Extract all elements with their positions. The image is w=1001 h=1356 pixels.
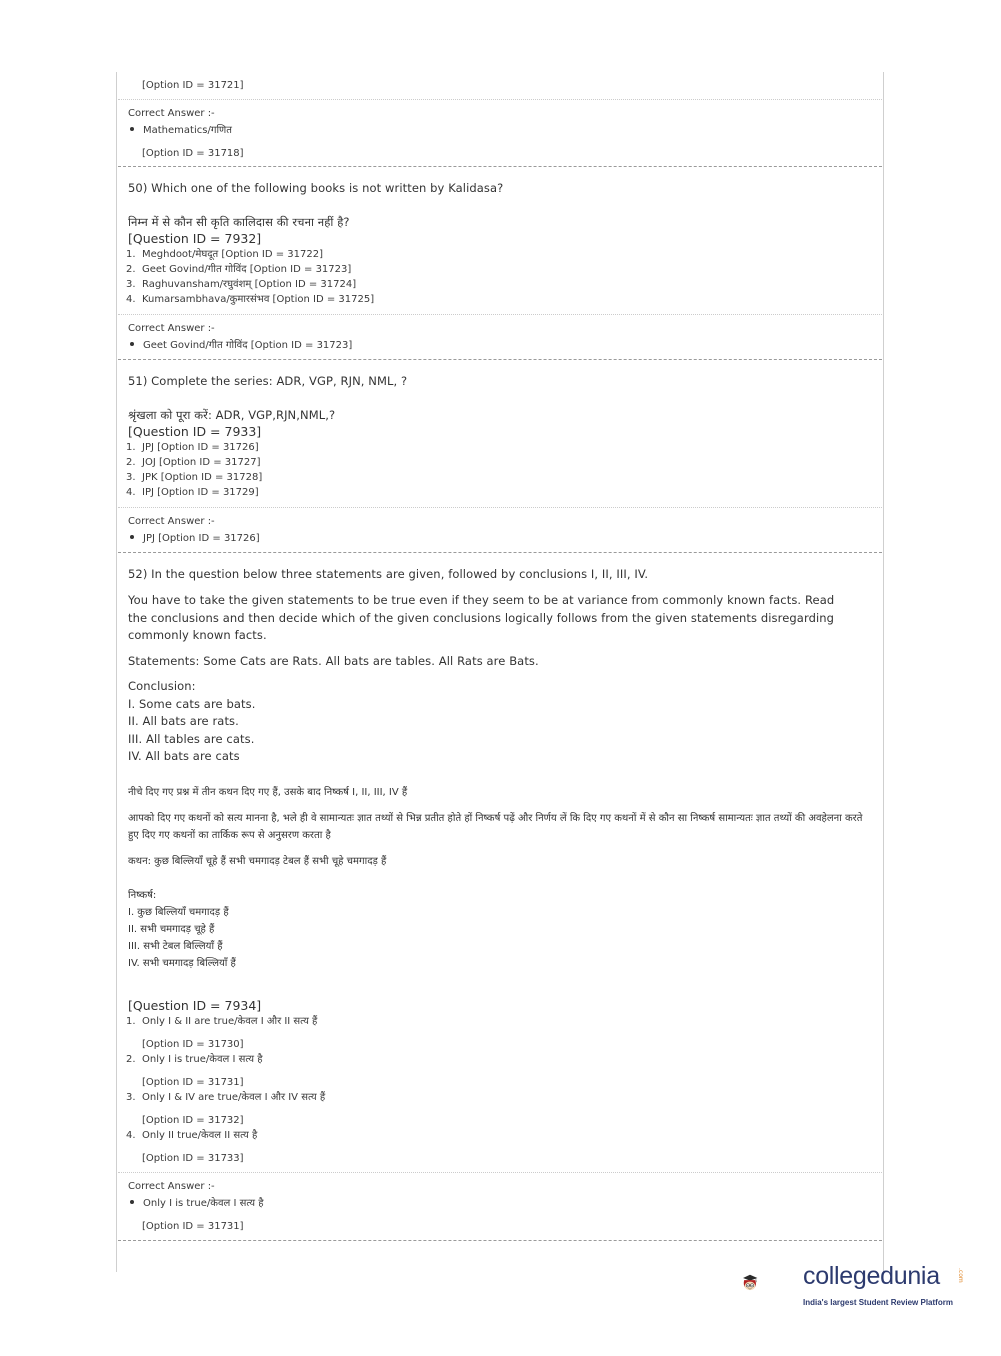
hindi-instructions: आपको दिए गए कथनों को सत्य मानना है, भले ही वे सामान्यतः ज्ञात तथ्यों से भिन्न प्रतीत होते हों निष्कर्ष पढ़ें और निर्णय लें कि दिए गए कथनों में से कौन सा निष्कर्ष सामान्यतः ज्ञात तथ्यों की अवहेलना करते हुए दिए गए कथनों का तार्किक रूप से अनुसरण करता है [128, 812, 863, 841]
question-hindi: श्रृंखला को पूरा करें: ADR, VGP,RJN,NML,? [128, 408, 336, 422]
conclusion-item: I. Some cats are bats. [128, 696, 256, 711]
hindi-conclusion-item: IV. सभी चमगादड़ बिल्लियाँ हैं [128, 957, 236, 969]
option-item: 3. Raghuvansham/रघुवंशम् [Option ID = 31724] [126, 279, 357, 290]
correct-answer: JPJ [Option ID = 31726] [118, 531, 882, 546]
question-hindi: निम्न में से कौन सी कृति कालिदास की रचना नहीं है? [128, 215, 350, 229]
question-statements: Statements: Some Cats are Rats. All bats are tables. All Rats are Bats. [128, 653, 539, 668]
question-title: 50) Which one of the following books is not written by Kalidasa? [128, 181, 504, 195]
question-id: [Question ID = 7934] [128, 997, 262, 1013]
question-paper [118, 72, 882, 1241]
correct-option-id: [Option ID = 31731] [142, 1220, 244, 1232]
question-instructions: You have to take the given statements to be true even if they seem to be at variance from commonly known facts. Read the conclusions and then decide which of the given conclusions logically follows from the given statements disregarding commonly known facts. [128, 593, 835, 642]
collegedunia-mascot-icon [742, 1250, 802, 1316]
conclusion-item: III. All tables are cats. [128, 731, 255, 746]
hindi-statements: कथन: कुछ बिल्लियाँ चूहे हैं सभी चमगादड़ टेबल हैं सभी चूहे चमगादड़ हैं [128, 855, 387, 867]
bullet-icon [130, 535, 134, 539]
bullet-icon [130, 127, 134, 131]
option-item: 1. Only I & II are true/केवल I और II सत्य हैं [126, 1015, 318, 1027]
option-item: 2. JOJ [Option ID = 31727] [126, 457, 261, 468]
bullet-icon [130, 342, 134, 346]
option-item: 2. Only I is true/केवल I सत्य है [126, 1053, 263, 1065]
conclusion-item: IV. All bats are cats [128, 749, 240, 763]
correct-answer-label: Correct Answer :- [128, 108, 215, 119]
logo-wordmark: collegedunia [803, 1262, 940, 1290]
option-id: [Option ID = 31733] [142, 1152, 244, 1164]
hindi-conclusion-item: II. सभी चमगादड़ चूहे हैं [128, 923, 215, 935]
correct-answer: Mathematics/गणित [118, 123, 882, 138]
option-item: 4. Kumarsambhava/कुमारसंभव [Option ID = 31725] [126, 294, 375, 305]
option-id: [Option ID = 31731] [142, 1076, 244, 1088]
conclusion-item: II. All bats are rats. [128, 714, 239, 728]
correct-option-id: [Option ID = 31718] [142, 148, 244, 159]
hindi-conclusion-item: I. कुछ बिल्लियाँ चमगादड़ हैं [128, 906, 229, 918]
option-item: 1. Meghdoot/मेघदूत [Option ID = 31722] [126, 249, 323, 260]
logo-tagline: India's largest Student Review Platform [803, 1298, 953, 1307]
conclusion-label: Conclusion: [128, 679, 196, 693]
options-list [118, 1014, 882, 1166]
question-divider [118, 1240, 882, 1241]
option-item: 3. Only I & IV are true/केवल I और IV सत्य हैं [126, 1091, 326, 1103]
question-id: [Question ID = 7932] [128, 231, 262, 246]
question-title: 51) Complete the series: ADR, VGP, RJN, NML, ? [128, 374, 408, 388]
option-item: 2. Geet Govind/गीत गोविंद [Option ID = 31723] [126, 264, 352, 275]
correct-answer-label: Correct Answer :- [128, 1180, 215, 1192]
option-id: [Option ID = 31730] [142, 1038, 244, 1050]
correct-answer: Only I is true/केवल I सत्य है [118, 1196, 882, 1211]
option-item: 3. JPK [Option ID = 31728] [126, 472, 263, 483]
option-id: [Option ID = 31732] [142, 1114, 244, 1126]
option-item: 4. IPJ [Option ID = 31729] [126, 487, 259, 498]
hindi-conclusion-item: III. सभी टेबल बिल्लियाँ हैं [128, 940, 223, 952]
question-title: 52) In the question below three statements are given, followed by conclusions I, II, III, IV. [128, 567, 649, 581]
correct-answer-label: Correct Answer :- [128, 516, 215, 527]
hindi-intro: नीचे दिए गए प्रश्न में तीन कथन दिए गए हैं, उसके बाद निष्कर्ष I, II, III, IV हैं [128, 786, 408, 798]
bullet-icon [130, 1200, 134, 1204]
correct-answer: Geet Govind/गीत गोविंद [Option ID = 31723] [118, 338, 882, 353]
correct-answer-label: Correct Answer :- [128, 323, 215, 334]
hindi-conclusion-label: निष्कर्ष: [128, 889, 157, 901]
question-id: [Question ID = 7933] [128, 424, 262, 439]
logo-suffix: .com [957, 1268, 964, 1283]
options-list [118, 247, 882, 307]
options-list [118, 440, 882, 500]
option-id: [Option ID = 31721] [142, 80, 244, 91]
option-item: 4. Only II true/केवल II सत्य है [126, 1129, 258, 1141]
option-item: 1. JPJ [Option ID = 31726] [126, 442, 259, 453]
